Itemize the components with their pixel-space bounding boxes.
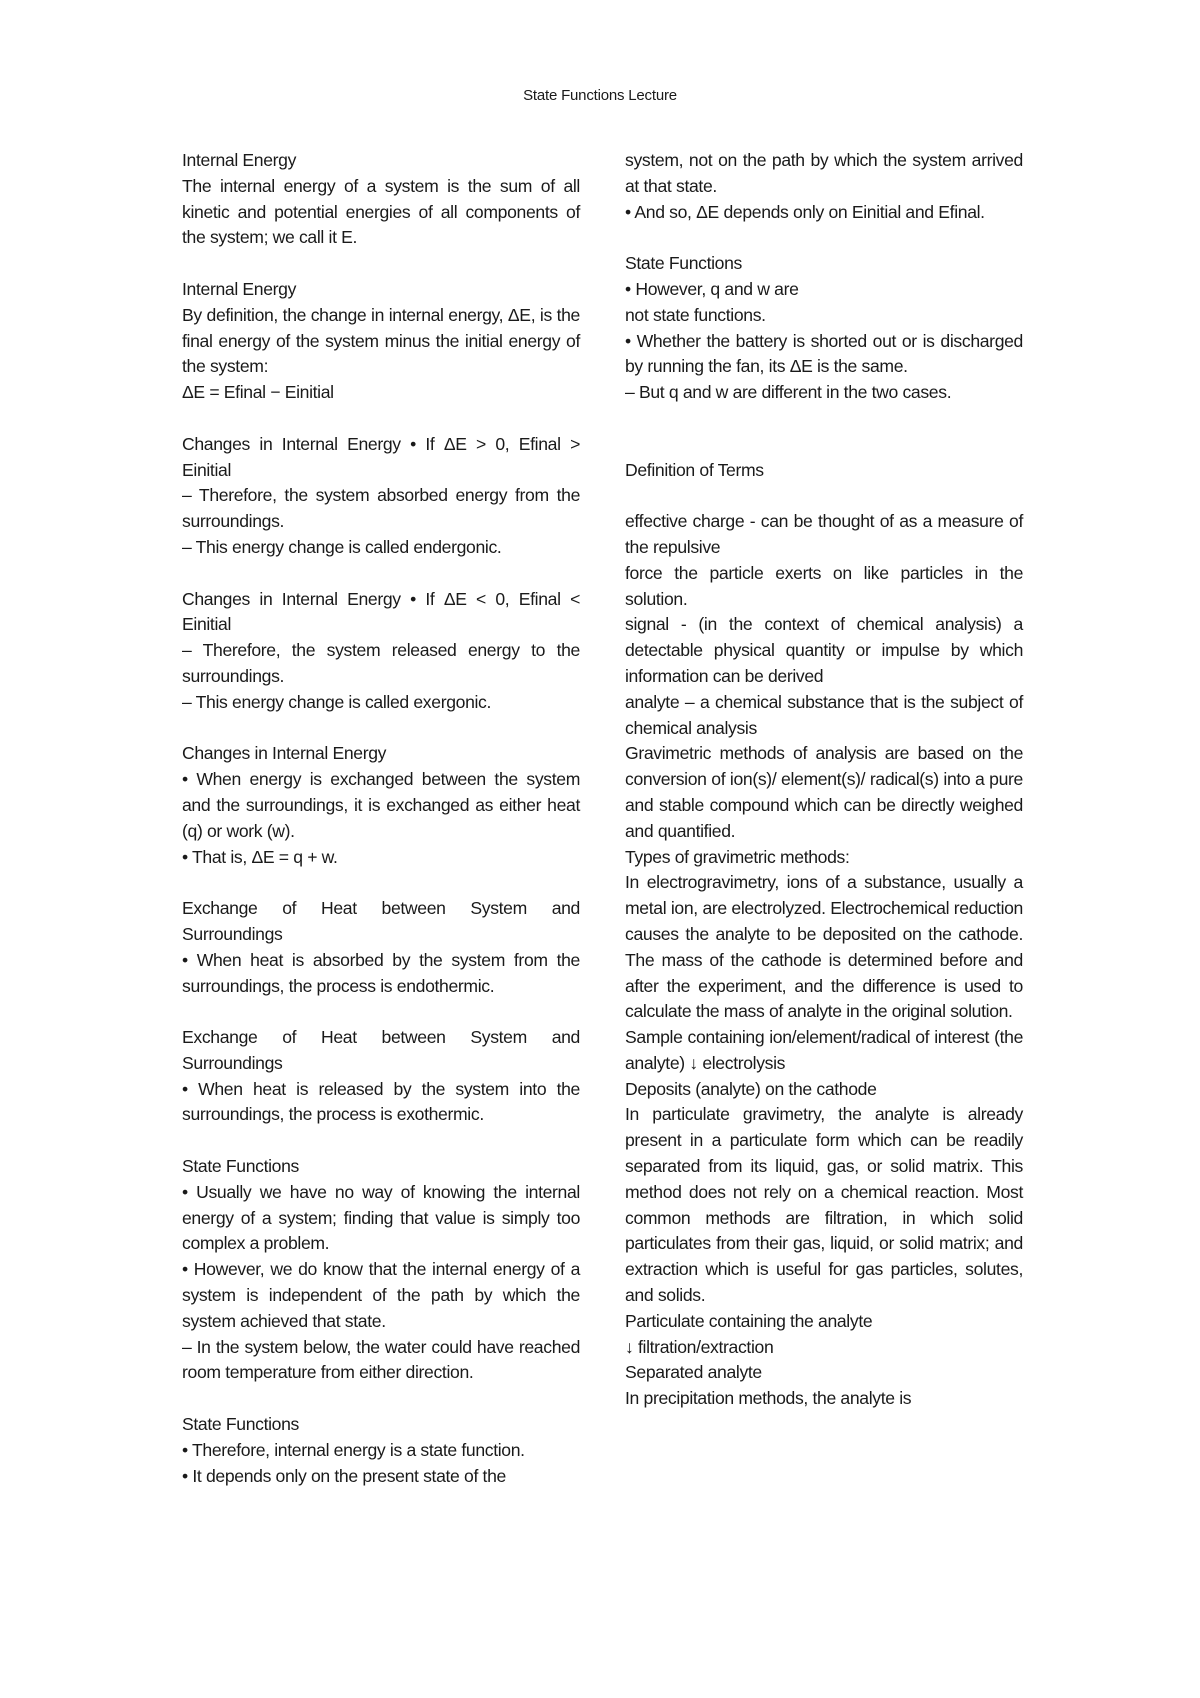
- section-heading: State Functions: [625, 253, 742, 274]
- paragraph-text: – In the system below, the water could have reached room temperature from either direction.: [182, 1336, 580, 1383]
- paragraph-text: not state functions.: [625, 304, 766, 325]
- definition-line: ↓ filtration/extraction: [625, 1336, 774, 1357]
- section-heading: Internal Energy: [182, 278, 297, 299]
- definition-line: Deposits (analyte) on the cathode: [625, 1078, 877, 1099]
- paragraph-text: • Usually we have no way of knowing the internal energy of a system; finding that value is simply too complex a problem.: [182, 1181, 580, 1254]
- definition-line: analyte – a chemical substance that is the subject of chemical analysis: [625, 691, 1023, 738]
- definition-line: Gravimetric methods of analysis are based on the conversion of ion(s)/ element(s)/ radical(s) into a pure and stable compound which can be directly weighed and quantified.: [625, 743, 1023, 841]
- section-heading: Internal Energy: [182, 150, 297, 170]
- section-heading: State Functions: [182, 1414, 299, 1435]
- state-functions-section-2: [182, 1412, 580, 1489]
- changes-negative-section: [182, 587, 580, 716]
- paragraph-text: By definition, the change in internal energy, ΔE, is the final energy of the system minus the initial energy of the system:: [182, 304, 580, 377]
- paragraph-text: • When energy is exchanged between the system and the surroundings, it is exchanged as either heat (q) or work (w).: [182, 769, 580, 841]
- paragraph-text: – This energy change is called exergonic.: [182, 691, 492, 712]
- paragraph-text: • Therefore, internal energy is a state function.: [182, 1439, 525, 1460]
- state-functions-q-w-section: [625, 251, 1023, 406]
- definition-line: Types of gravimetric methods:: [625, 846, 850, 867]
- state-continuation-section: [625, 148, 1023, 225]
- paragraph-text: The internal energy of a system is the sum of all kinetic and potential energies of all components of the system; we call it E.: [182, 175, 580, 248]
- changes-exchange-section: [182, 741, 580, 870]
- paragraph-text: • When heat is released by the system into the surroundings, the process is exothermic.: [182, 1078, 580, 1125]
- internal-energy-definition-section: [182, 277, 580, 406]
- section-heading: Exchange of Heat between System and Surroundings: [182, 1027, 580, 1073]
- paragraph-text: • However, q and w are: [625, 278, 799, 299]
- section-heading: Changes in Internal Energy • If ΔE > 0, Efinal > Einitial: [182, 433, 580, 480]
- definition-line: Sample containing ion/element/radical of interest (the analyte) ↓ electrolysis: [625, 1027, 1023, 1073]
- heat-absorbed-section: [182, 896, 580, 999]
- definition-line: Particulate containing the analyte: [625, 1310, 873, 1331]
- definition-line: Separated analyte: [625, 1362, 762, 1383]
- section-heading: Definition of Terms: [625, 459, 764, 480]
- section-heading: Exchange of Heat between System and Surroundings: [182, 898, 580, 944]
- definition-line: force the particle exerts on like particles in the solution.: [625, 562, 1023, 609]
- equation-text: ΔE = Efinal − Einitial: [182, 382, 334, 403]
- heat-released-section: [182, 1025, 580, 1128]
- paragraph-text: • When heat is absorbed by the system from the surroundings, the process is endothermic.: [182, 949, 580, 996]
- paragraph-text: – But q and w are different in the two cases.: [625, 382, 952, 403]
- section-heading: State Functions: [182, 1156, 299, 1177]
- paragraph-text: • Whether the battery is shorted out or is discharged by running the fan, its ΔE is the same.: [625, 330, 1023, 377]
- state-functions-section: [182, 1154, 580, 1386]
- definition-line: signal - (in the context of chemical analysis) a detectable physical quantity or impulse by which information can be derived: [625, 614, 1023, 686]
- paragraph-text: • However, we do know that the internal energy of a system is independent of the path by which the system achieved that state.: [182, 1259, 580, 1331]
- section-heading: Changes in Internal Energy: [182, 743, 387, 764]
- right-column: [625, 148, 1023, 1412]
- paragraph-text: – Therefore, the system absorbed energy from the surroundings.: [182, 485, 580, 532]
- changes-positive-section: [182, 432, 580, 561]
- internal-energy-section: [182, 148, 580, 251]
- definition-line: In particulate gravimetry, the analyte is already present in a particulate form which can be readily separated from its liquid, gas, or solid matrix. This method does not rely on a chemical reaction. Most common methods are filtration, in which solid particulates from their gas, liquid, or solid matrix; and extraction which is useful for gas particles, solutes, and solids.: [625, 1104, 1023, 1306]
- definition-line: In electrogravimetry, ions of a substance, usually a metal ion, are electrolyzed. Electrochemical reduction causes the analyte to be deposited on the cathode. The mass of the cathode is determined before and after the experiment, and the difference is used to calculate the mass of analyte in the original solution.: [625, 872, 1023, 1022]
- definition-of-terms-section: [625, 458, 1023, 1412]
- paragraph-text: – Therefore, the system released energy to the surroundings.: [182, 640, 580, 686]
- left-column: [182, 148, 580, 1489]
- paragraph-text: • And so, ΔE depends only on Einitial and Efinal.: [625, 201, 985, 222]
- paragraph-text: – This energy change is called endergonic.: [182, 536, 502, 557]
- section-heading: Changes in Internal Energy • If ΔE < 0, Efinal < Einitial: [182, 588, 580, 635]
- equation-text: • That is, ΔE = q + w.: [182, 846, 338, 867]
- definition-line: effective charge - can be thought of as a measure of the repulsive: [625, 511, 1023, 557]
- paragraph-text: • It depends only on the present state of the: [182, 1465, 506, 1486]
- definition-line: In precipitation methods, the analyte is: [625, 1388, 912, 1409]
- page-header-title: State Functions Lecture: [523, 87, 677, 104]
- paragraph-text: system, not on the path by which the system arrived at that state.: [625, 150, 1023, 196]
